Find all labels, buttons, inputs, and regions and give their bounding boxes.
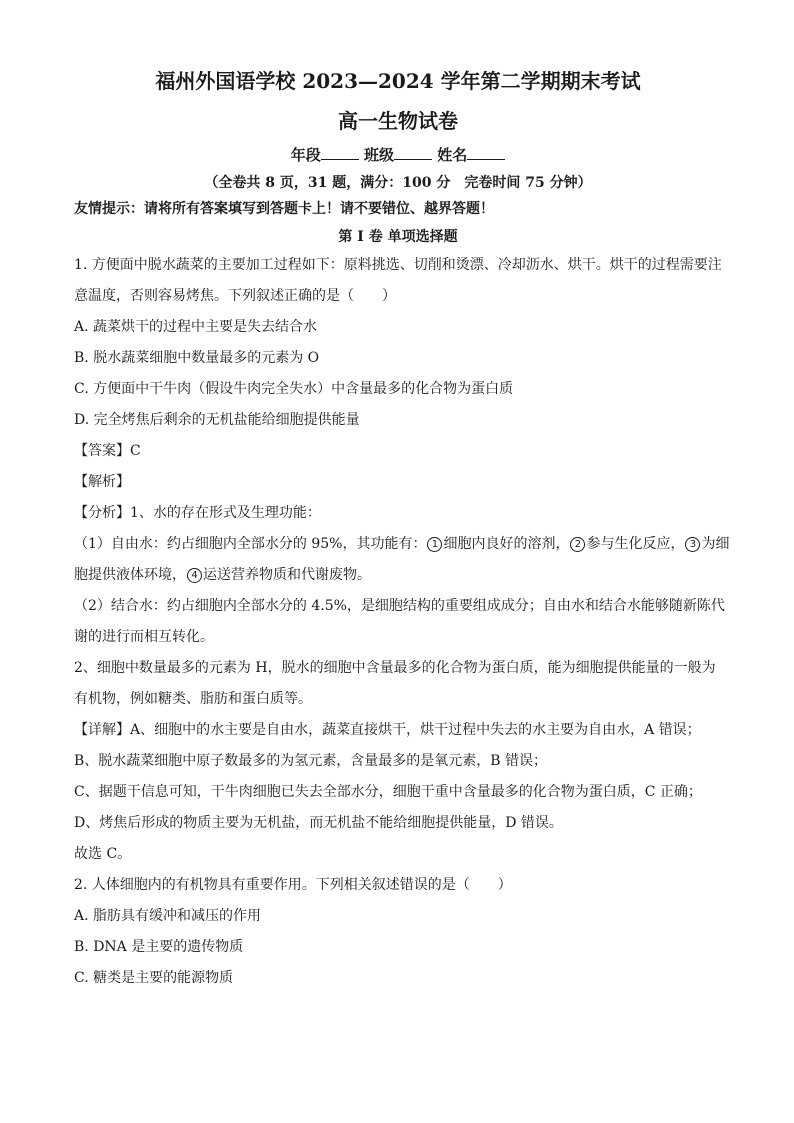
answer-tag: 【答案】 [74, 443, 130, 459]
q2-option-c: C. 糖类是主要的能源物质 [74, 970, 234, 986]
q1-detail-a [74, 715, 722, 746]
q1-bound-water-line2: 谢的进行而相互转化。 [74, 629, 214, 645]
q1-point2-line1: 2、细胞中数量最多的元素为 H，脱水的细胞中含量最多的化合物为蛋白质，能为细胞提供能量的一般为 [74, 660, 716, 676]
free-water-text-e: 胞提供液体环境， [74, 567, 186, 583]
q1-detail-d: D、烤焦后形成的物质主要为无机盐，而无机盐不能给细胞提供能量，D 错误。 [74, 815, 563, 831]
q1-bound-water-line1: （2）结合水：约占细胞内全部水分的 4.5%，是细胞结构的重要组成成分；自由水和结合水能够随新陈代 [74, 598, 725, 614]
q1-option-c: C. 方便面中干牛肉（假设牛肉完全失水）中含量最多的化合物为蛋白质 [74, 381, 514, 397]
q1-stem-line2: 意温度，否则容易烤焦。下列叙述正确的是（ ） [74, 288, 396, 304]
q1-answer [74, 436, 722, 467]
q2-stem: 2. 人体细胞内的有机物具有重要作用。下列相关叙述错误的是（ ） [74, 877, 512, 893]
free-water-text-a: （1）自由水：约占细胞内全部水分的 95%，其功能有： [74, 536, 427, 552]
q1-conclusion: 故选 C。 [74, 846, 132, 862]
circled-number-4: 4 [187, 568, 202, 583]
q2-option-b: B. DNA 是主要的遗传物质 [74, 939, 244, 955]
exam-subtitle: 高一生物试卷 [338, 109, 458, 133]
reminder-notice: 友情提示：请将所有答案填写到答题卡上！请不要错位、越界答题！ [74, 201, 494, 217]
answer-value: C [130, 443, 141, 459]
exam-title: 福州外国语学校 2023—2024 学年第二学期期末考试 [155, 69, 641, 93]
free-water-text-f: 运送营养物质和代谢废物。 [203, 567, 371, 583]
q1-analysis-tag: 【解析】 [74, 474, 130, 490]
free-water-text-b: 细胞内良好的溶剂， [443, 536, 570, 552]
name-label: 姓名 [437, 146, 468, 164]
detail-tag: 【详解】 [74, 722, 130, 738]
name-blank [467, 144, 505, 160]
circled-number-3: 3 [685, 537, 700, 552]
q1-free-water-line1 [74, 529, 730, 560]
student-info-fields [74, 144, 722, 166]
detail-a-text: A、细胞中的水主要是自由水，蔬菜直接烘干，烘干过程中失去的水主要为自由水，A 错误； [130, 722, 701, 738]
q1-point2-line2: 有机物，例如糖类、脂肪和蛋白质等。 [74, 691, 312, 707]
free-water-text-c: 参与生化反应， [586, 536, 685, 552]
grade-label: 年段 [290, 146, 321, 164]
q1-stem-line1: 1. 方便面中脱水蔬菜的主要加工过程如下：原料挑选、切削和烫漂、冷却沥水、烘干。烘干的过程需要注 [74, 257, 722, 273]
q1-option-a: A. 蔬菜烘干的过程中主要是失去结合水 [74, 319, 318, 335]
q1-free-water-line2 [74, 560, 722, 591]
section-title: 第 I 卷 单项选择题 [338, 229, 458, 245]
exam-page [74, 66, 730, 994]
circled-number-1: 1 [427, 537, 442, 552]
q1-detail-c: C、据题干信息可知，干牛肉细胞已失去全部水分，细胞干重中含量最多的化合物为蛋白质，C 正确； [74, 784, 702, 800]
analysis-head-tag: 【分析】 [74, 505, 130, 521]
q2-option-a: A. 脂肪具有缓冲和减压的作用 [74, 908, 262, 924]
class-blank [394, 144, 432, 160]
grade-blank [321, 144, 359, 160]
q1-option-b: B. 脱水蔬菜细胞中数量最多的元素为 O [74, 350, 320, 366]
q1-analysis-head [74, 498, 722, 529]
free-water-text-d: 为细 [701, 536, 730, 552]
q1-detail-b: B、脱水蔬菜细胞中原子数最多的为氢元素，含量最多的是氧元素，B 错误； [74, 753, 548, 769]
exam-info: （全卷共 8 页，31 题，满分：100 分 完卷时间 75 分钟） [204, 175, 592, 191]
analysis-head-text: 1、水的存在形式及生理功能： [130, 505, 321, 521]
q1-option-d: D. 完全烤焦后剩余的无机盐能给细胞提供能量 [74, 412, 360, 428]
circled-number-2: 2 [570, 537, 585, 552]
class-label: 班级 [363, 146, 394, 164]
